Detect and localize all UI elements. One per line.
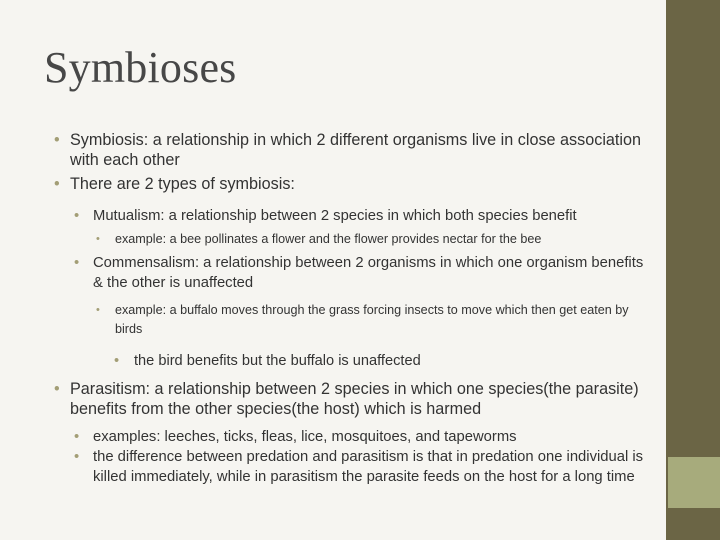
bullet-types-of-symbiosis: • There are 2 types of symbiosis: xyxy=(54,174,644,194)
bullet-mutualism: • Mutualism: a relationship between 2 species in which both species benefit xyxy=(74,206,644,226)
bullet-predation-vs-parasitism: • the difference between predation and parasitism is that in predation one individual is killed immediately, while in parasitism the parasite feeds on the host for a long time xyxy=(74,447,644,487)
slide-title: Symbioses xyxy=(44,43,237,92)
bullet-commensalism: • Commensalism: a relationship between 2 organisms in which one organism benefits & the other is unaffected xyxy=(74,253,644,293)
bullet-parasitism-examples: • examples: leeches, ticks, fleas, lice, mosquitoes, and tapeworms xyxy=(74,427,644,447)
bullet-mutualism-example: • example: a bee pollinates a flower and the flower provides nectar for the bee xyxy=(96,230,644,249)
bullet-commensalism-note: • the bird benefits but the buffalo is unaffected xyxy=(114,351,644,371)
bullet-commensalism-example: • example: a buffalo moves through the grass forcing insects to move which then get eaten by birds xyxy=(96,301,644,339)
bullet-parasitism: • Parasitism: a relationship between 2 species in which one species(the parasite) benefits from the other species(the host) which is harmed xyxy=(54,379,644,419)
bullet-symbiosis-definition: • Symbiosis: a relationship in which 2 different organisms live in close association with each other xyxy=(54,130,644,170)
decorative-accent-block xyxy=(668,457,720,508)
slide-body xyxy=(54,130,644,487)
